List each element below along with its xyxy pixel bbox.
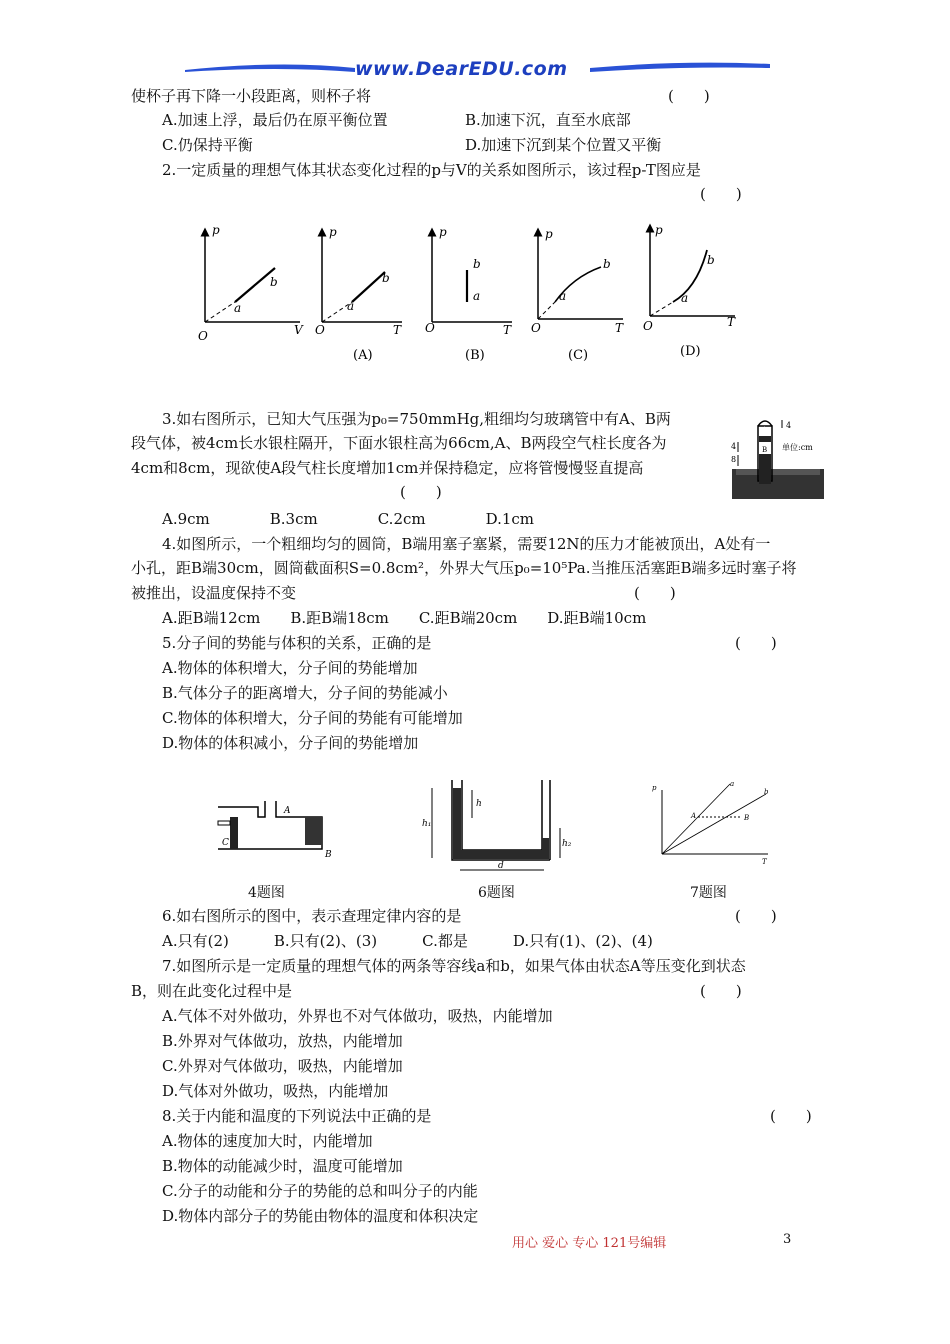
graph-a-pt-b: b [270, 275, 278, 289]
fig4-cylinder [210, 797, 340, 867]
q1-option-c: C.仍保持平衡 [162, 136, 253, 154]
fig6-h: h [476, 799, 482, 809]
fig7-p: p [652, 784, 657, 792]
fig7-a: a [730, 780, 735, 788]
fig4-label-a: A [284, 806, 291, 816]
graph-d2-p: p [655, 223, 663, 237]
q7-option-c: C.外界对气体做功，吸热，内能增加 [162, 1057, 403, 1075]
graph-c-pt-a: a [473, 289, 481, 303]
graph-b-t: T [393, 323, 402, 337]
fig4-label-c: C [222, 838, 229, 848]
q8-stem: 8.关于内能和温度的下列说法中正确的是 [162, 1107, 432, 1125]
q1-stem-tail: 使杯子再下降一小段距离，则杯子将 [131, 87, 372, 105]
q7-line1: 7.如图所示是一定质量的理想气体的两条等容线a和b，如果气体由状态A等压变化到状态 [162, 957, 746, 975]
q3-options: A.9cm B.3cm C.2cm D.1cm [162, 510, 535, 528]
site-url[interactable]: www.DearEDU.com [355, 58, 568, 80]
q4-line3: 被推出，设温度保持不变 [131, 584, 297, 602]
graph-c-t: T [503, 323, 512, 337]
q5-option-b: B.气体分子的距离增大，分子间的势能减小 [162, 684, 448, 702]
fig3-label-b: B [762, 446, 768, 454]
q4-line1: 4.如图所示，一个粗细均匀的圆筒，B端用塞子塞紧，需要12N的压力才能被顶出，A处有一 [162, 535, 771, 553]
q1-option-a: A.加速上浮，最后仍在原平衡位置 [162, 111, 388, 129]
fig7-B: B [744, 814, 750, 822]
graph-d2-t: T [727, 315, 736, 329]
graph-c-pt-b: b [473, 257, 481, 271]
fig3-top-val: 4 [786, 421, 792, 430]
q4-options: A.距B端12cm B.距B端18cm C.距B端20cm D.距B端10cm [162, 609, 647, 627]
q8-option-b: B.物体的动能减少时，温度可能增加 [162, 1157, 403, 1175]
fig7-t: T [762, 858, 767, 866]
graph-b-p: p [329, 225, 337, 239]
graph-a-pt-a: a [234, 301, 242, 315]
q4-line2: 小孔，距B端30cm，圆筒截面积S=0.8cm²，外界大气压p₀=10⁵Pa.当推压活塞距B端多远时塞子将 [131, 559, 797, 577]
graph-a [198, 223, 304, 343]
graph-a-origin: O [198, 329, 208, 343]
q5-option-d: D.物体的体积减小，分子间的势能增加 [162, 734, 419, 752]
q1-option-d: D.加速下沉到某个位置又平衡 [465, 136, 662, 154]
graph-b-origin: O [315, 323, 325, 337]
page-number: 3 [783, 1232, 792, 1247]
graph-a-v: V [294, 323, 303, 337]
fig3-val8: 8 [731, 455, 737, 464]
q5-answer-blank: ( ) [735, 634, 777, 652]
q5-option-a: A.物体的体积增大，分子间的势能增加 [162, 659, 418, 677]
graph-label-a: (A) [353, 348, 373, 363]
graph-c [425, 225, 512, 337]
q3-line1: 3.如右图所示，已知大气压强为p₀=750mmHg,粗细均匀玻璃管中有A、B两 [162, 410, 671, 428]
q2-stem: 2.一定质量的理想气体其状态变化过程的p与V的关系如图所示，该过程p-T图应是 [162, 161, 701, 179]
caption-fig4: 4题图 [248, 885, 285, 901]
graph-label-d: (D) [680, 344, 701, 359]
graph-label-b: (B) [465, 348, 485, 363]
graph-d1-p: p [545, 227, 553, 241]
q7-line2: B，则在此变化过程中是 [131, 982, 293, 1000]
graph-d2-pt-b: b [707, 253, 715, 267]
graph-d2-origin: O [643, 319, 653, 333]
graph-b [315, 225, 402, 337]
q3-line2: 段气体，被4cm长水银柱隔开，下面水银柱高为66cm,A、B两段空气柱长度各为 [131, 434, 667, 452]
fig3-val4: 4 [731, 442, 737, 451]
fig6-d: d [498, 861, 504, 871]
q7-answer-blank: ( ) [700, 982, 742, 1000]
graph-b-pt-a: a [347, 299, 355, 313]
q7-option-a: A.气体不对外做功，外界也不对气体做功，吸热，内能增加 [162, 1007, 553, 1025]
fig6-h1: h₁ [422, 819, 432, 829]
graph-c-origin: O [425, 321, 435, 335]
graph-d2 [643, 223, 736, 333]
caption-fig6: 6题图 [478, 885, 515, 901]
graph-a-p: p [212, 223, 220, 237]
caption-fig7: 7题图 [690, 885, 727, 901]
q3-answer-blank: ( ) [400, 483, 442, 501]
graph-d1 [531, 227, 624, 335]
q1-answer-blank: ( ) [668, 87, 710, 105]
fig3-tube [718, 414, 828, 506]
q1-option-b: B.加速下沉，直至水底部 [465, 111, 631, 129]
fig6-u-tube [420, 778, 580, 878]
graph-b-pt-b: b [382, 271, 390, 285]
fig7-b: b [764, 788, 769, 796]
q6-answer-blank: ( ) [735, 907, 777, 925]
graph-d1-t: T [615, 321, 624, 335]
q5-stem: 5.分子间的势能与体积的关系，正确的是 [162, 634, 432, 652]
graph-label-c: (C) [568, 348, 589, 363]
fig3-label-a: A [762, 426, 768, 434]
fig7-A: A [691, 812, 697, 820]
q8-option-d: D.物体内部分子的势能由物体的温度和体积决定 [162, 1207, 479, 1225]
footer-credit: 用心 爱心 专心 121号编辑 [512, 1236, 667, 1251]
q5-option-c: C.物体的体积增大，分子间的势能有可能增加 [162, 709, 463, 727]
q7-option-b: B.外界对气体做功，放热，内能增加 [162, 1032, 403, 1050]
graph-c-p: p [439, 225, 447, 239]
q2-graphs [190, 222, 770, 367]
q4-answer-blank: ( ) [634, 584, 676, 602]
q7-option-d: D.气体对外做功，吸热，内能增加 [162, 1082, 389, 1100]
graph-d1-pt-b: b [603, 257, 611, 271]
graph-d1-origin: O [531, 321, 541, 335]
q3-line3: 4cm和8cm，现欲使A段气柱长度增加1cm并保持稳定，应将管慢慢竖直提高 [131, 459, 644, 477]
q6-stem: 6.如右图所示的图中，表示查理定律内容的是 [162, 907, 462, 925]
q6-options: A.只有(2) B.只有(2)、(3) C.都是 D.只有(1)、(2)、(4) [162, 932, 653, 950]
fig6-h2: h₂ [562, 839, 572, 849]
q2-answer-blank: ( ) [700, 185, 742, 203]
graph-d1-pt-a: a [559, 289, 567, 303]
fig3-unit: 单位:cm [782, 443, 813, 452]
q8-option-c: C.分子的动能和分子的势能的总和叫分子的内能 [162, 1182, 478, 1200]
q8-answer-blank: ( ) [770, 1107, 812, 1125]
q8-option-a: A.物体的速度加大时，内能增加 [162, 1132, 373, 1150]
fig7-isochores [648, 780, 778, 870]
graph-d2-pt-a: a [681, 291, 689, 305]
fig4-label-b: B [325, 850, 332, 860]
